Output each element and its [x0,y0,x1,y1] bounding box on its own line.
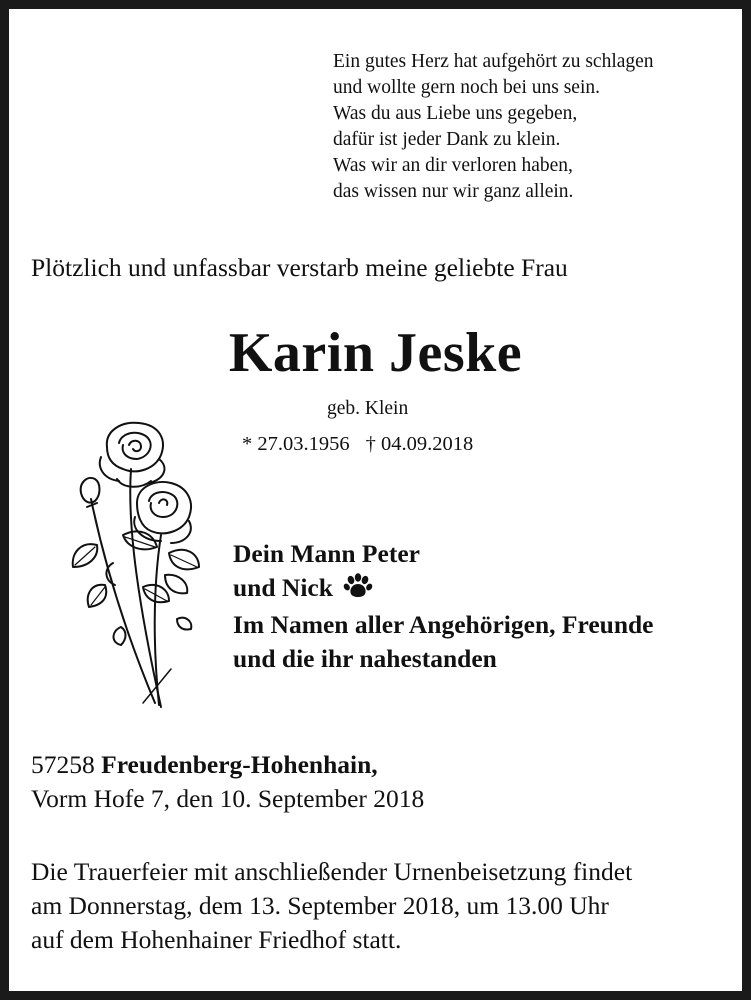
poem [333,49,654,205]
address-city-line [31,748,424,782]
mourner-line: und Nick [233,573,333,602]
poem-line: dafür ist jeder Dank zu klein. [333,129,561,150]
mourner-line: und die ihr nahestanden [233,644,497,673]
deceased-name: Karin Jeske [228,322,523,384]
poem-line: Was wir an dir verloren haben, [333,155,573,176]
poem-line: und wollte gern noch bei uns sein. [333,77,600,98]
service-line: auf dem Hohenhainer Friedhof statt. [31,925,402,954]
postal-code: 57258 [31,750,95,779]
paw-print-icon [343,573,373,608]
poem-line: Was du aus Liebe uns gegeben, [333,103,578,124]
mourner-line: Dein Mann Peter [233,539,420,568]
service-line: am Donnerstag, dem 13. September 2018, um 13.00 Uhr [31,891,609,920]
intro-text: Plötzlich und unfassbar verstarb meine geliebte Frau [31,253,568,282]
poem-line: Ein gutes Herz hat aufgehört zu schlagen [333,51,654,72]
roses-icon [61,417,211,718]
service-line: Die Trauerfeier mit anschließender Urnenbeisetzung findet [31,857,633,886]
death-date: † 04.09.2018 [365,433,474,455]
city: Freudenberg-Hohenhain, [101,750,378,779]
poem-line: das wissen nur wir ganz allein. [333,181,574,202]
mourner-line-with-paw [233,571,654,608]
mourner-line: Im Namen aller Angehörigen, Freunde [233,610,654,639]
address [31,748,424,816]
life-dates [242,433,473,456]
mourners [233,537,654,676]
birth-date: * 27.03.1956 [242,433,350,455]
street-date: Vorm Hofe 7, den 10. September 2018 [31,784,425,813]
funeral-service-info [31,855,632,957]
maiden-name: geb. Klein [327,398,409,419]
